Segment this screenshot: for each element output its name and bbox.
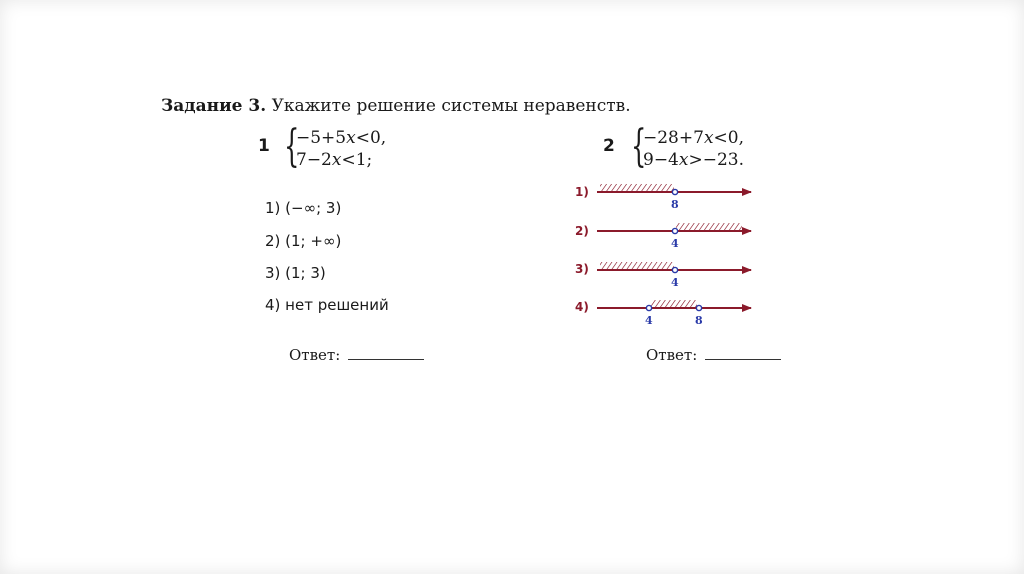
system-1-brace: { — [284, 121, 300, 172]
number-line-3-hatch — [600, 262, 674, 269]
number-line-4-tick-8: 8 — [695, 314, 703, 327]
number-line-1-label: 1) — [575, 185, 589, 199]
option-1: 1) (−∞; 3) — [265, 199, 342, 217]
option-2: 2) (1; +∞) — [265, 232, 342, 250]
number-line-1-hatch — [600, 184, 674, 191]
number-line-3-tick-4: 4 — [671, 276, 679, 289]
number-line-4-tick-4: 4 — [645, 314, 653, 327]
number-line-3-label: 3) — [575, 262, 589, 276]
system-2-line-2: 9−4x>−23. — [643, 150, 745, 170]
number-line-2-tick-4: 4 — [671, 237, 679, 250]
answer-2-label: Ответ: — [646, 346, 698, 364]
option-4: 4) нет решений — [265, 296, 389, 314]
number-line-1 — [575, 184, 751, 211]
number-line-3-point-4 — [672, 267, 677, 272]
number-line-2-point-4 — [672, 228, 677, 233]
number-line-4-point-8 — [696, 305, 701, 310]
system-1-line-1: −5+5x<0, — [296, 128, 387, 148]
task-title-bold: Задание 3. — [161, 96, 267, 116]
number-line-2-label: 2) — [575, 224, 589, 238]
system-1-number: 1 — [258, 136, 270, 156]
task-title-text: Укажите решение системы неравенств. — [271, 96, 631, 116]
number-line-3 — [575, 262, 751, 289]
system-2-brace: { — [631, 121, 647, 172]
number-line-2 — [575, 223, 751, 250]
option-3: 3) (1; 3) — [265, 264, 326, 282]
number-line-4-label: 4) — [575, 300, 589, 314]
system-2-number: 2 — [603, 136, 615, 156]
number-line-4 — [575, 300, 751, 327]
number-line-4-hatch — [651, 300, 697, 307]
number-line-2-hatch — [676, 223, 742, 230]
system-2-line-1: −28+7x<0, — [643, 128, 744, 148]
number-line-4-point-4 — [646, 305, 651, 310]
system-1-line-2: 7−2x<1; — [296, 150, 373, 170]
answer-1-label: Ответ: — [289, 346, 341, 364]
number-line-1-point-8 — [672, 189, 677, 194]
number-line-1-tick-8: 8 — [671, 198, 679, 211]
